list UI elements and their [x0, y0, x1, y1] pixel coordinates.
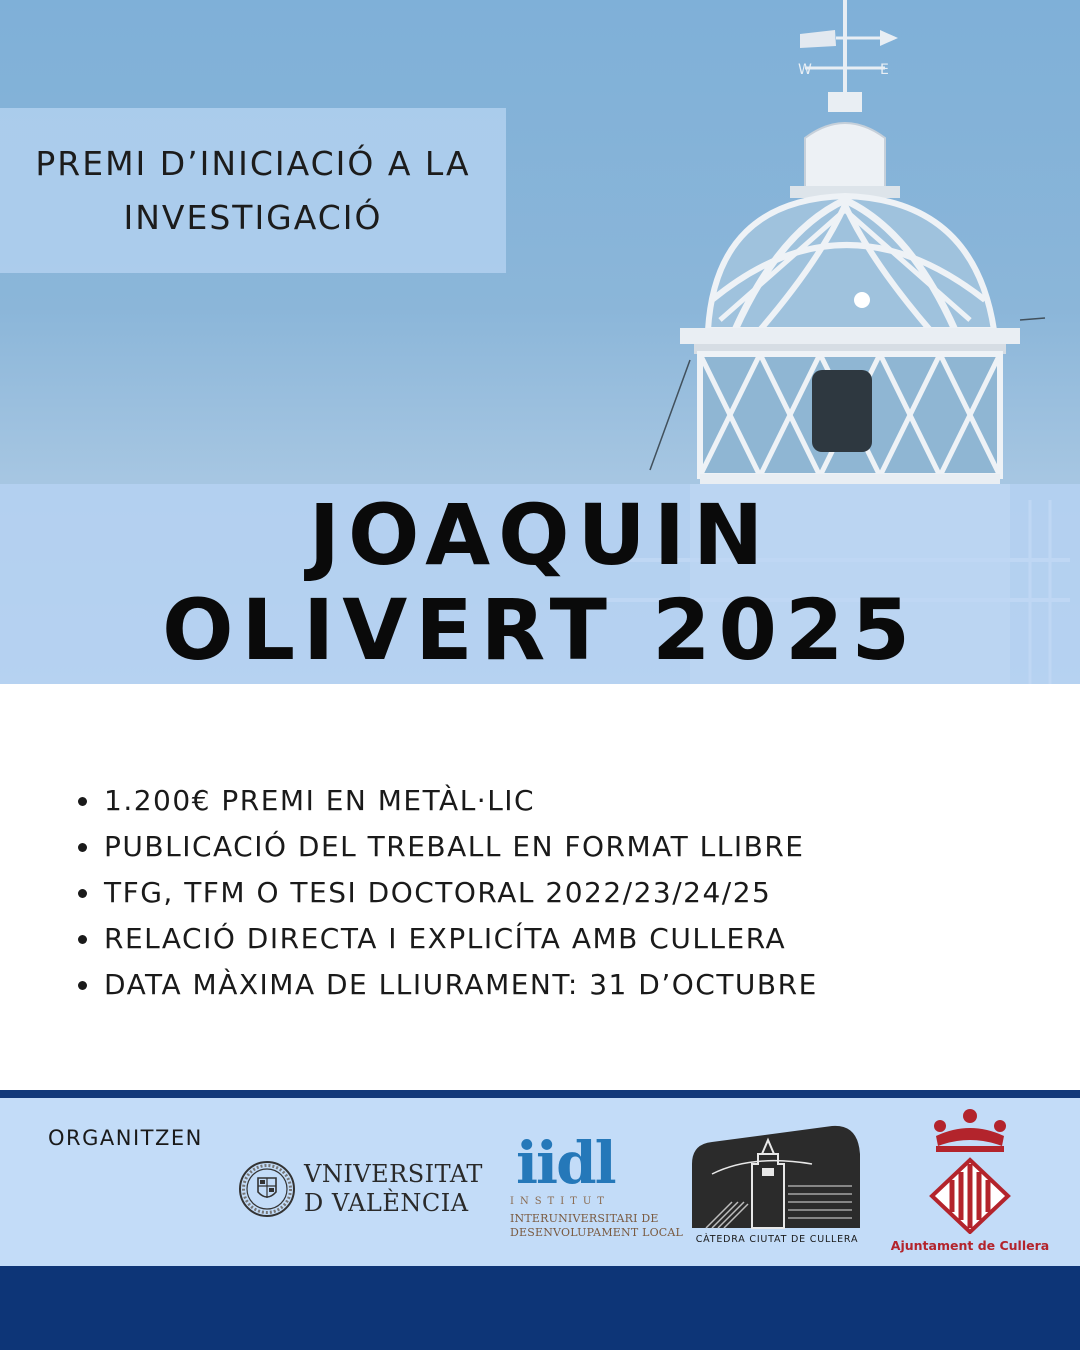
svg-text:E: E: [880, 62, 889, 78]
catedra-label: CÀTEDRA CIUTAT DE CULLERA: [695, 1234, 859, 1245]
iidl-logo: [508, 1129, 684, 1244]
organizers-label: ORGANITZEN: [48, 1126, 203, 1150]
bullet-icon: [78, 797, 87, 806]
list-item-text: TFG, TFM O TESI DOCTORAL 2022/23/24/25: [104, 876, 772, 909]
title-line-1: JOAQUIN: [308, 486, 772, 584]
page-title: [0, 488, 1080, 678]
bullet-icon: [78, 935, 87, 944]
list-item: [78, 962, 818, 1008]
ajuntament-label: Ajuntament de Cullera: [890, 1238, 1050, 1253]
bottom-bar: [0, 1266, 1080, 1350]
subtitle: PREMI D’INICIACIÓ A LA INVESTIGACIÓ: [35, 143, 471, 237]
list-item-text: RELACIÓ DIRECTA I EXPLICÍTA AMB CULLERA: [104, 922, 787, 955]
catedra-cullera-logo: [692, 1124, 862, 1254]
bullet-icon: [78, 981, 87, 990]
uv-line-1: VNIVERSITAT: [304, 1160, 483, 1188]
coat-of-arms-icon: [922, 1106, 1018, 1234]
list-item-text: 1.200€ PREMI EN METÀL·LIC: [104, 784, 536, 817]
list-item: [78, 778, 818, 824]
iidl-line-2: INTERUNIVERSITARI DE: [510, 1212, 659, 1225]
footer-divider: [0, 1090, 1080, 1098]
ajuntament-cullera-logo: [888, 1106, 1052, 1258]
bullet-icon: [78, 889, 87, 898]
svg-text:W: W: [798, 62, 812, 78]
iidl-line-1: INSTITUT: [510, 1196, 610, 1207]
university-seal-icon: [238, 1160, 296, 1218]
lighthouse-icon: [692, 1124, 862, 1229]
list-item: [78, 916, 818, 962]
bullet-icon: [78, 843, 87, 852]
list-item-text: DATA MÀXIMA DE LLIURAMENT: 31 D’OCTUBRE: [104, 968, 818, 1001]
list-item: [78, 870, 818, 916]
features-list: [78, 778, 818, 1008]
subtitle-box: [0, 108, 506, 273]
list-item-text: PUBLICACIÓ DEL TREBALL EN FORMAT LLIBRE: [104, 830, 805, 863]
iidl-line-3: DESENVOLUPAMENT LOCAL: [510, 1226, 684, 1239]
universitat-valencia-logo: [238, 1158, 483, 1222]
iidl-mark: iidl: [516, 1129, 615, 1197]
title-line-2: OLIVERT 2025: [162, 581, 918, 679]
list-item: [78, 824, 818, 870]
uv-line-2: D VALÈNCIA: [304, 1189, 469, 1217]
